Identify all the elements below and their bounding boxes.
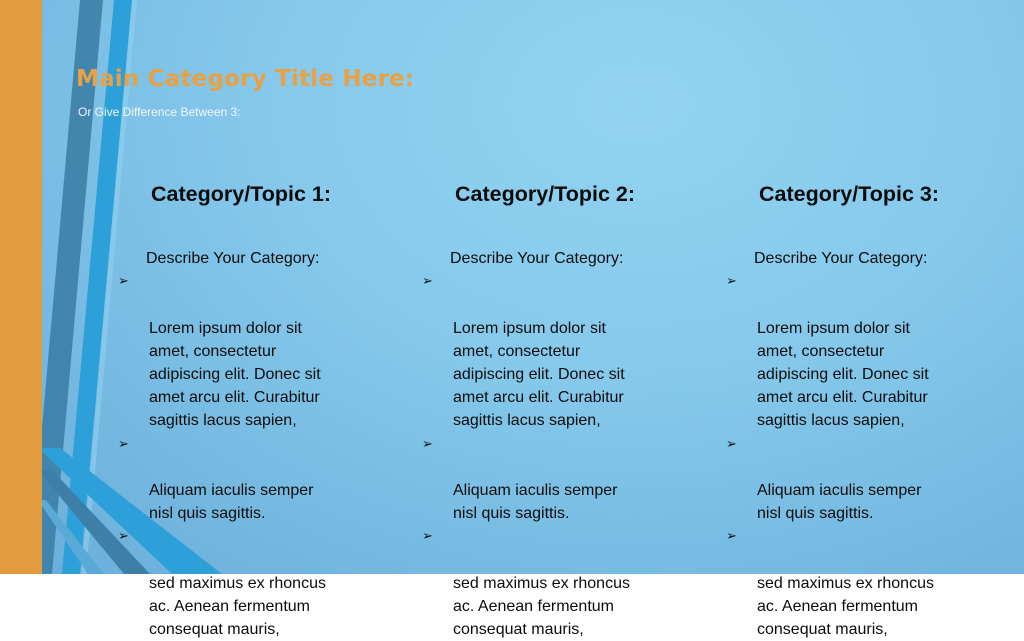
arrow-bullet-icon: ➢: [422, 436, 433, 452]
category-title: Category/Topic 3:: [759, 182, 939, 206]
category-column-1: [116, 178, 366, 641]
arrow-bullet-icon: ➢: [118, 274, 129, 290]
bullet-text: sed maximus ex rhoncus ac. Aenean fermentum consequat mauris,: [453, 574, 630, 639]
arrow-bullet-icon: ➢: [422, 529, 433, 545]
bullet-list: [116, 270, 366, 641]
bullet-item: [420, 433, 670, 526]
main-title: Main Category Title Here:: [76, 66, 415, 92]
category-description: Describe Your Category:: [146, 250, 320, 267]
bullet-text: Lorem ipsum dolor sit amet, consectetur adipiscing elit. Donec sit amet arcu elit. Curabitur sagittis lacus sapien,: [149, 319, 321, 430]
bullet-text: Lorem ipsum dolor sit amet, consectetur adipiscing elit. Donec sit amet arcu elit. Curabitur sagittis lacus sapien,: [453, 319, 625, 430]
category-description: Describe Your Category:: [754, 250, 928, 267]
category-description: Describe Your Category:: [450, 250, 624, 267]
arrow-bullet-icon: ➢: [726, 529, 737, 545]
arrow-bullet-icon: ➢: [118, 529, 129, 545]
bullet-item: [724, 525, 974, 641]
bullet-item: [116, 433, 366, 526]
bullet-list: [420, 270, 670, 641]
bullet-item: [116, 525, 366, 641]
bullet-text: Lorem ipsum dolor sit amet, consectetur adipiscing elit. Donec sit amet arcu elit. Curabitur sagittis lacus sapien,: [757, 319, 929, 430]
arrow-bullet-icon: ➢: [726, 274, 737, 290]
bullet-text: Aliquam iaculis semper nisl quis sagittis.: [149, 482, 314, 523]
bullet-item: [116, 270, 366, 432]
bullet-text: Aliquam iaculis semper nisl quis sagittis.: [757, 482, 922, 523]
bullet-item: [420, 525, 670, 641]
bullet-text: sed maximus ex rhoncus ac. Aenean fermentum consequat mauris,: [149, 574, 326, 639]
category-title: Category/Topic 2:: [455, 182, 635, 206]
subtitle: Or Give Difference Between 3:: [78, 105, 241, 119]
category-column-2: [420, 178, 670, 641]
bullet-text: sed maximus ex rhoncus ac. Aenean fermentum consequat mauris,: [757, 574, 934, 639]
arrow-bullet-icon: ➢: [422, 274, 433, 290]
arrow-bullet-icon: ➢: [726, 436, 737, 452]
bullet-text: Aliquam iaculis semper nisl quis sagittis.: [453, 482, 618, 523]
bullet-item: [420, 270, 670, 432]
bullet-item: [724, 433, 974, 526]
bullet-list: [724, 270, 974, 641]
bullet-item: [724, 270, 974, 432]
arrow-bullet-icon: ➢: [118, 436, 129, 452]
category-title: Category/Topic 1:: [151, 182, 331, 206]
category-column-3: [724, 178, 974, 641]
